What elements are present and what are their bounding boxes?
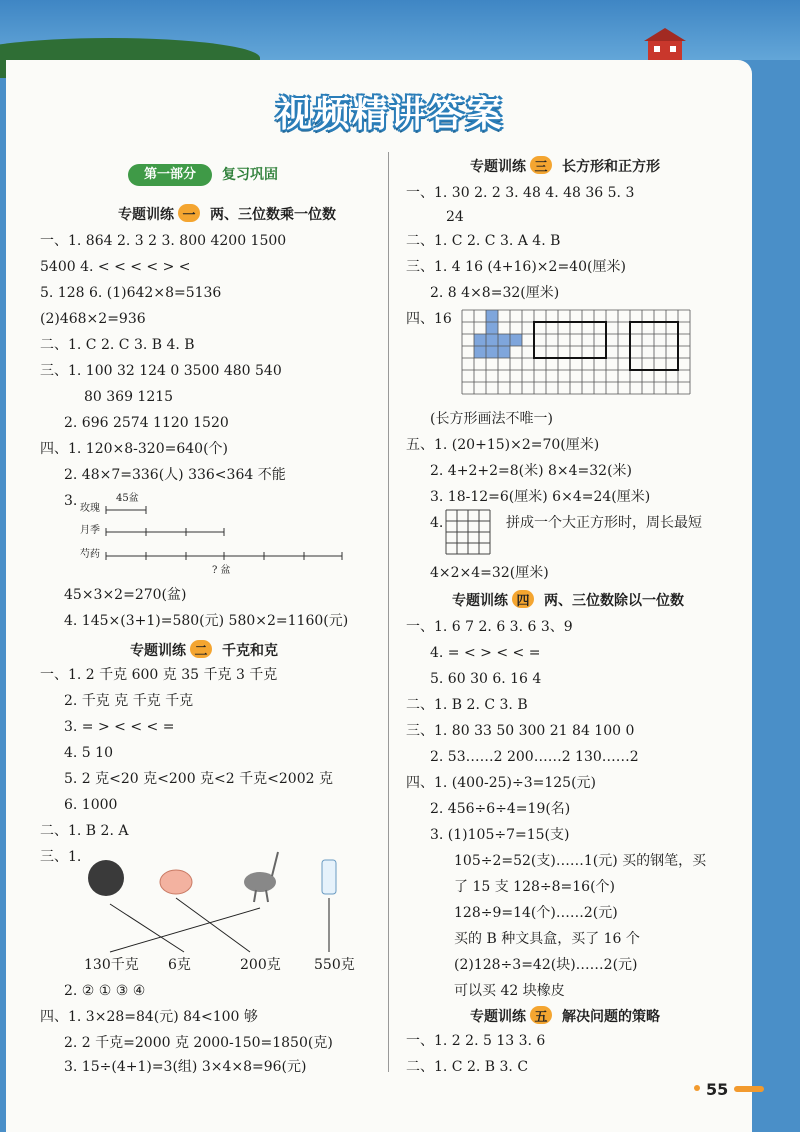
answer-line: 5. 2 克<20 克<200 克<2 千克<2002 克 [64, 771, 333, 787]
diagram-label-shaoyao: 芍药 [80, 549, 100, 560]
answer-line: 4×2×4=32(厘米) [430, 565, 549, 581]
title-banner [240, 84, 540, 138]
line-segment-diagram [106, 500, 376, 566]
answer-line: 五、1. (20+15)×2=70(厘米) [406, 437, 600, 453]
water-bottle-icon [322, 860, 336, 894]
answer-line: 2. 8 4×8=32(厘米) [430, 285, 560, 301]
answer-line: 二、1. B 2. A [40, 823, 129, 839]
answer-line: 2. 696 2574 1120 1520 [64, 415, 229, 431]
answer-line: 2. 2 千克=2000 克 2000-150=1850(克) [64, 1035, 333, 1051]
section-heading-2: 专题训练 二 千克和克 [130, 640, 278, 660]
answer-line: 4. 145×(3+1)=580(元) 580×2=1160(元) [64, 613, 349, 629]
answer-line: (长方形画法不唯一) [430, 411, 553, 427]
answer-line: 105÷2=52(支)……1(元) 买的钢笔，买 [454, 853, 707, 869]
answer-line: 5. 128 6. (1)642×8=5136 [40, 285, 222, 301]
diagram-label-rose-count: 45盆 [116, 493, 139, 504]
match-label-550g: 550克 [314, 957, 355, 973]
answer-line: 三、1. 80 33 50 300 21 84 100 0 [406, 723, 635, 739]
house-icon [640, 28, 690, 60]
square-grid-diagram [446, 510, 494, 554]
rectangle-grid-diagram [462, 310, 712, 400]
answer-line: 2. 48×7=336(人) 336<364 不能 [64, 467, 286, 483]
page-number: 55 [706, 1080, 729, 1099]
answer-line: 5400 4. < < < < > < [40, 259, 191, 275]
page-number-dot [694, 1085, 700, 1091]
answer-line: 3. 15÷(4+1)=3(组) 3×4×8=96(元) [64, 1059, 307, 1075]
answer-line: 一、1. 2 2. 5 13 3. 6 [406, 1033, 546, 1049]
match-label-6g: 6克 [168, 957, 191, 973]
answer-line: 4. = < > < < = [430, 645, 541, 661]
part-label: 复习巩固 [222, 167, 278, 183]
answer-line: 一、1. 864 2. 3 2 3. 800 4200 1500 [40, 233, 287, 249]
match-label-130kg: 130千克 [84, 957, 139, 973]
ostrich-icon [244, 852, 278, 902]
section-heading-5: 专题训练 五 解决问题的策略 [470, 1006, 660, 1026]
answer-line: 三、1. [40, 849, 82, 865]
answer-line: 一、1. 30 2. 2 3. 48 4. 48 36 5. 3 [406, 185, 635, 201]
answer-line: 4. 5 10 [64, 745, 113, 761]
answer-line: 3. = > < < < = [64, 719, 175, 735]
answer-line: 2. 456÷6÷4=19(名) [430, 801, 571, 817]
answer-line: 3. [64, 493, 78, 509]
section-heading-3: 专题训练 三 长方形和正方形 [470, 156, 660, 176]
answer-line: 2. 53……2 200……2 130……2 [430, 749, 639, 765]
answer-line: 二、1. C 2. B 3. C [406, 1059, 529, 1075]
answer-line: 3. (1)105÷7=15(支) [430, 827, 570, 843]
answer-line: 6. 1000 [64, 797, 118, 813]
answer-line: 四、16 [406, 311, 452, 327]
answer-line: 3. 18-12=6(厘米) 6×4=24(厘米) [430, 489, 651, 505]
answer-line: 二、1. C 2. C 3. B 4. B [40, 337, 195, 353]
answer-line: 四、1. (400-25)÷3=125(元) [406, 775, 597, 791]
answer-line: 四、1. 3×28=84(元) 84<100 够 [40, 1009, 258, 1025]
answer-line: 4. [430, 515, 444, 531]
answer-line: 拼成一个大正方形时，周长最短 [506, 515, 702, 531]
answer-line: 三、1. 4 16 (4+16)×2=40(厘米) [406, 259, 626, 275]
answer-line: 二、1. C 2. C 3. A 4. B [406, 233, 561, 249]
page-title: 视频精讲答案 [275, 93, 504, 135]
peach-icon [160, 870, 192, 894]
answer-line: 可以买 42 块橡皮 [454, 983, 565, 999]
page-number-dash [734, 1086, 764, 1092]
answer-line: 买的 B 种文具盒，买了 16 个 [454, 931, 640, 947]
answer-line: 5. 60 30 6. 16 4 [430, 671, 542, 687]
answer-line: (2)468×2=936 [40, 311, 146, 327]
answer-line: 2. 千克 克 千克 千克 [64, 693, 194, 709]
diagram-label-rose: 玫瑰 [80, 503, 100, 514]
answer-line: 24 [446, 209, 464, 225]
matching-diagram [80, 848, 380, 958]
answer-line: 四、1. 120×8-320=640(个) [40, 441, 228, 457]
part-badge: 第一部分 [128, 164, 212, 186]
answer-line: 二、1. B 2. C 3. B [406, 697, 528, 713]
answer-line: 128÷9=14(个)……2(元) [454, 905, 618, 921]
answer-line: (2)128÷3=42(块)……2(元) [454, 957, 638, 973]
answer-line: 2. ② ① ③ ④ [64, 983, 146, 999]
answer-line: 2. 4+2+2=8(米) 8×4=32(米) [430, 463, 633, 479]
bowling-ball-icon [88, 860, 124, 896]
section-heading-4: 专题训练 四 两、三位数除以一位数 [452, 590, 684, 610]
match-label-200g: 200克 [240, 957, 281, 973]
column-divider [388, 152, 389, 1072]
answer-line: 45×3×2=270(盆) [64, 587, 187, 603]
answer-line: 一、1. 6 7 2. 6 3. 6 3、9 [406, 619, 573, 635]
diagram-label-question: ? 盆 [212, 565, 231, 576]
diagram-label-yueji: 月季 [80, 525, 100, 536]
answer-line: 三、1. 100 32 124 0 3500 480 540 [40, 363, 282, 379]
section-heading-1: 专题训练 一 两、三位数乘一位数 [118, 204, 336, 224]
answer-line: 了 15 支 128÷8=16(个) [454, 879, 615, 895]
answer-line: 80 369 1215 [84, 389, 174, 405]
answer-line: 一、1. 2 千克 600 克 35 千克 3 千克 [40, 667, 278, 683]
